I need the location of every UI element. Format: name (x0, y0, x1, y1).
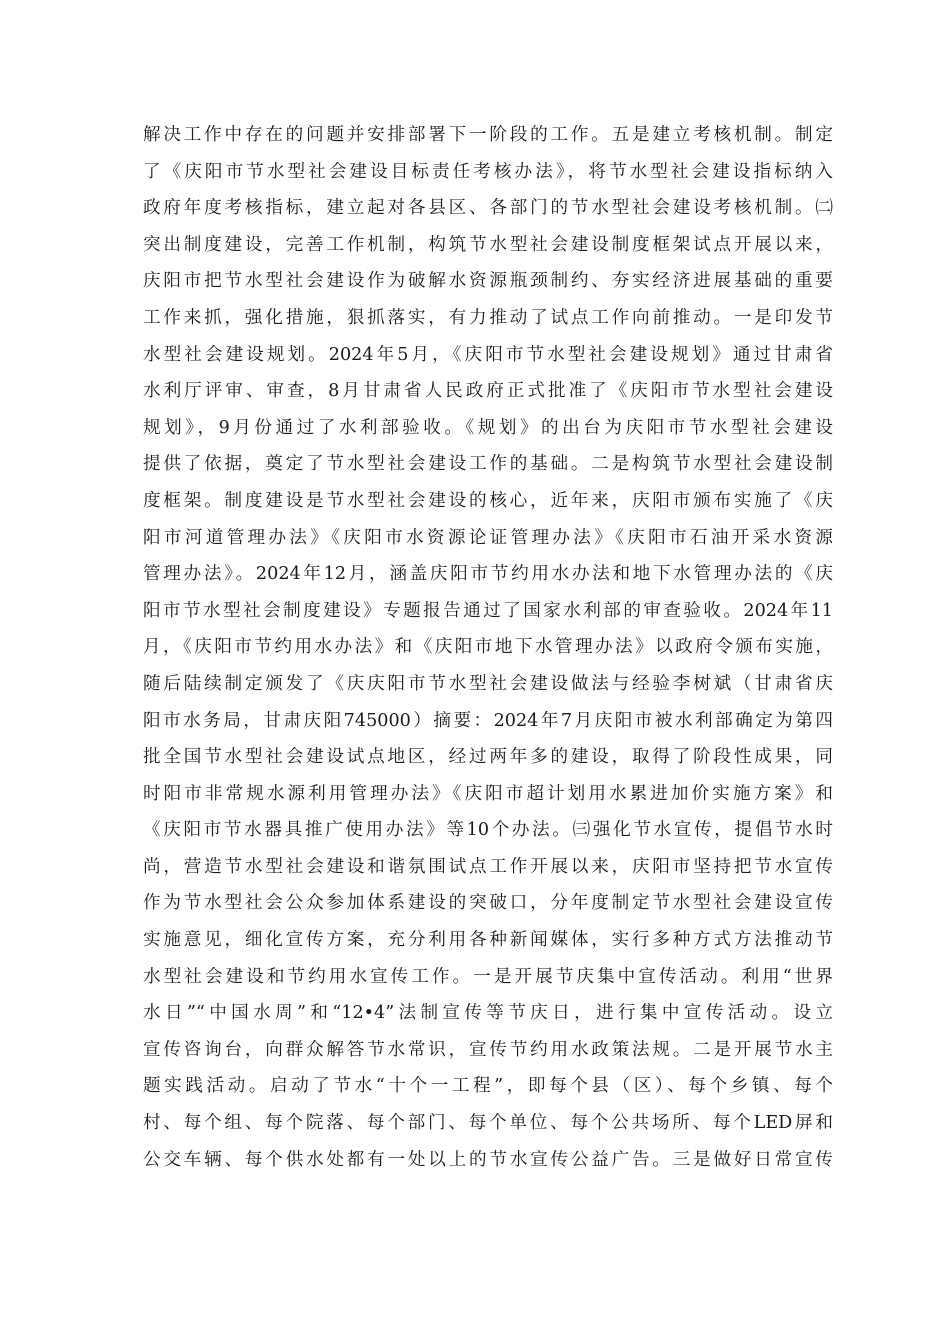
text-line: 实施意见，细化宣传方案，充分利用各种新闻媒体，实行多种方式方法推动节 (143, 930, 833, 951)
text-line: 庆阳市把节水型社会建设作为破解水资源瓶颈制约、夯实经济进展基础的重要 (143, 271, 833, 292)
text-line: 提供了依据，奠定了节水型社会建设工作的基础。二是构筑节水型社会建设制 (143, 454, 833, 475)
body-text (143, 117, 833, 1178)
text-line: 水型社会建设和节约用水宣传工作。一是开展节庆集中宣传活动。利用“世界 (143, 966, 833, 987)
text-line: 阳市河道管理办法》《庆阳市水资源论证管理办法》《庆阳市石油开采水资源 (143, 527, 833, 548)
text-line: 突出制度建设，完善工作机制，构筑节水型社会建设制度框架试点开展以来， (143, 234, 833, 255)
text-line: 管理办法》。2024年12月，涵盖庆阳市节约用水办法和地下水管理办法的《庆 (143, 564, 833, 585)
text-line: 批全国节水型社会建设试点地区，经过两年多的建设，取得了阶段性成果，同 (143, 747, 833, 768)
text-line: 工作来抓，强化措施，狠抓落实，有力推动了试点工作向前推动。一是印发节 (143, 307, 833, 328)
text-line: 宣传咨询台，向群众解答节水常识，宣传节约用水政策法规。二是开展节水主 (143, 1039, 833, 1060)
text-line: 时阳市非常规水源利用管理办法》《庆阳市超计划用水累进加价实施方案》和 (143, 783, 833, 804)
text-line: 随后陆续制定颁发了《庆庆阳市节水型社会建设做法与经验李树斌（甘肃省庆 (143, 673, 833, 694)
text-line: 村、每个组、每个院落、每个部门、每个单位、每个公共场所、每个LED屏和 (143, 1113, 833, 1134)
text-line: 水型社会建设规划。2024年5月，《庆阳市节水型社会建设规划》通过甘肃省 (143, 344, 833, 365)
text-line: 《庆阳市节水器具推广使用办法》等10个办法。㈢强化节水宣传，提倡节水时 (143, 820, 833, 841)
text-line: 题实践活动。启动了节水“十个一工程”，即每个县（区）、每个乡镇、每个 (143, 1076, 833, 1097)
text-line: 政府年度考核指标，建立起对各县区、各部门的节水型社会建设考核机制。㈡ (143, 198, 833, 219)
text-line: 月，《庆阳市节约用水办法》和《庆阳市地下水管理办法》以政府令颁布实施， (143, 637, 833, 658)
text-line: 了《庆阳市节水型社会建设目标责任考核办法》，将节水型社会建设指标纳入 (143, 161, 833, 182)
text-line: 作为节水型社会公众参加体系建设的突破口，分年度制定节水型社会建设宣传 (143, 893, 833, 914)
text-line: 阳市节水型社会制度建设》专题报告通过了国家水利部的审查验收。2024年11 (143, 600, 833, 621)
text-line: 水利厅评审、审查，8月甘肃省人民政府正式批准了《庆阳市节水型社会建设 (143, 381, 833, 402)
text-line: 尚，营造节水型社会建设和谐氛围试点工作开展以来，庆阳市坚持把节水宣传 (143, 856, 833, 877)
text-line: 规划》，9月份通过了水利部验收。《规划》的出台为庆阳市节水型社会建设 (143, 417, 833, 438)
text-line: 公交车辆、每个供水处都有一处以上的节水宣传公益广告。三是做好日常宣传 (143, 1149, 833, 1170)
text-line: 阳市水务局，甘肃庆阳745000）摘要：2024年7月庆阳市被水利部确定为第四 (143, 710, 833, 731)
text-line: 水日”“中国水周”和“12•4”法制宣传等节庆日，进行集中宣传活动。设立 (143, 1003, 833, 1024)
text-line: 度框架。制度建设是节水型社会建设的核心，近年来，庆阳市颁布实施了《庆 (143, 490, 833, 511)
text-line: 解决工作中存在的问题并安排部署下一阶段的工作。五是建立考核机制。制定 (143, 125, 833, 145)
